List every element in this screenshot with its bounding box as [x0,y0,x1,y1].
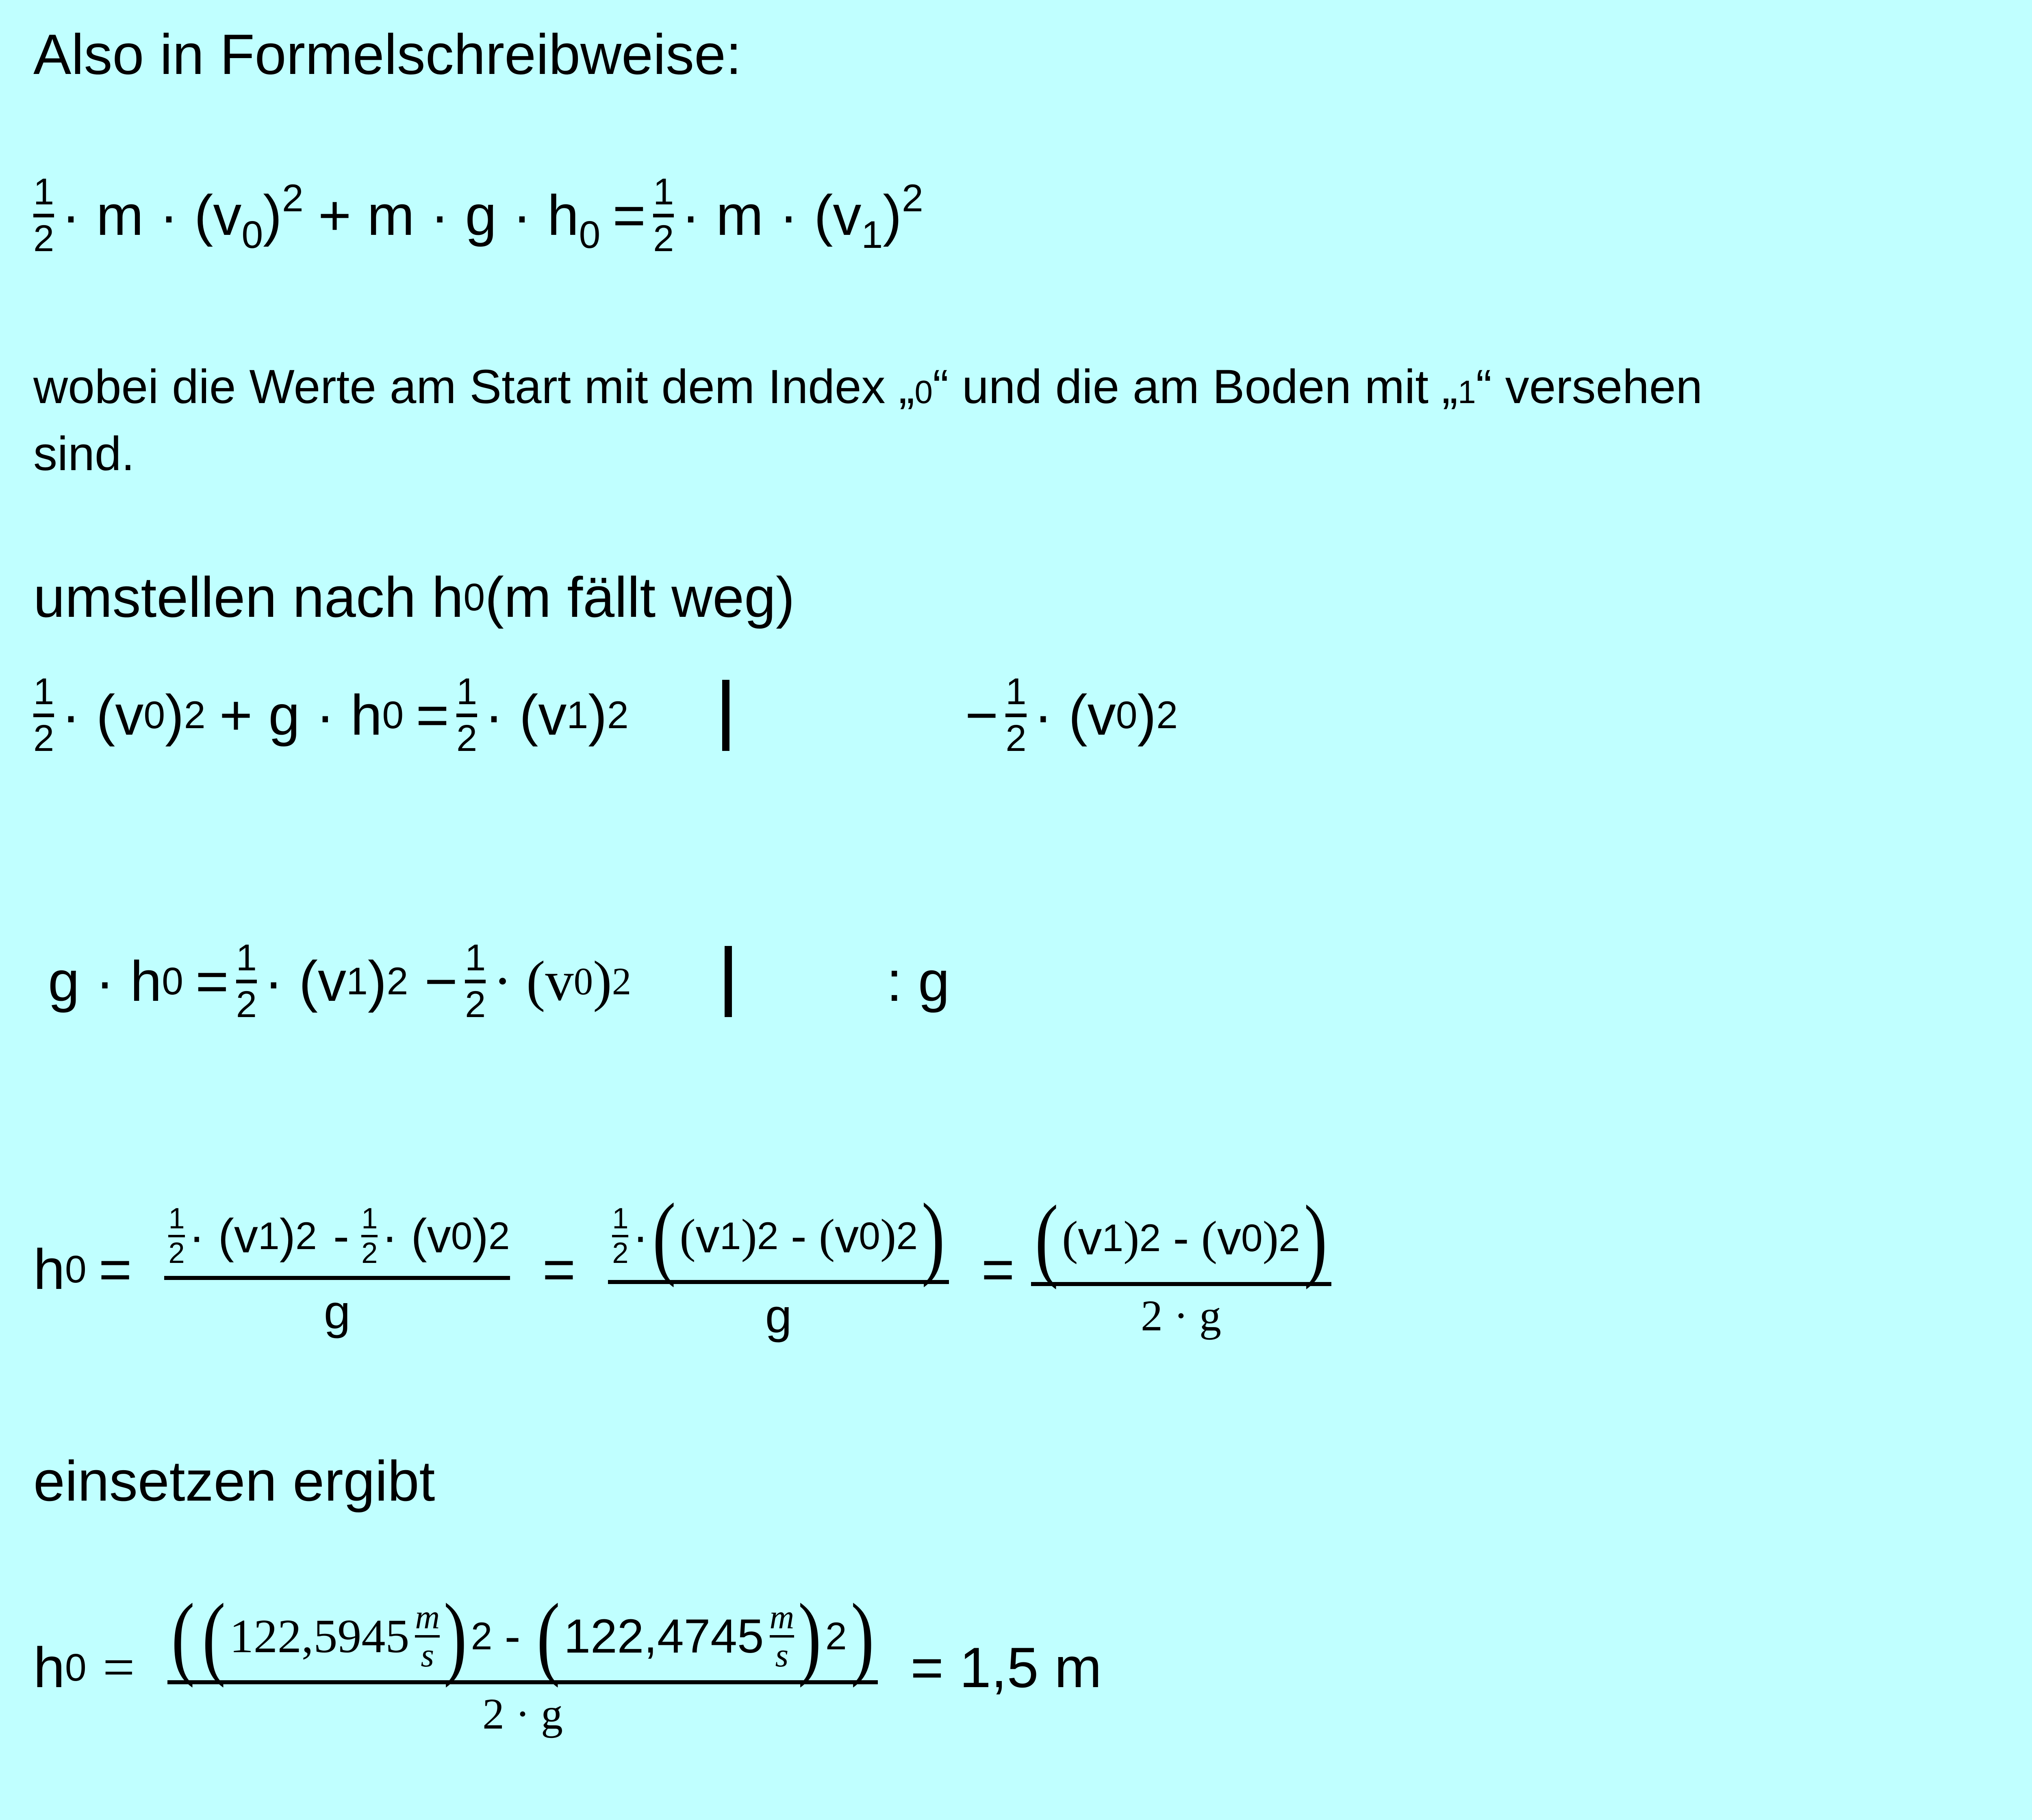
equals-sign: = [612,183,646,247]
rearrange-heading: umstellen nach h 0 (m fällt weg) [33,565,795,629]
fraction-1: 1 2 · (v 1 ) 2 - 1 2 · (v 0 ) 2 g [164,1203,510,1336]
fraction-one-half: 1 2 [236,937,257,1025]
fraction-2: 1 2 · ( ( v 1 ) 2 - ( v 0 ) 2 ) g [608,1199,949,1340]
term-kinetic-ground: · $m \cdot (v_1)^2$ [681,177,923,257]
separator-bar [722,680,729,751]
fraction-one-half: 1 2 [653,171,674,259]
heading: Also in Formelschreibweise: [33,22,742,86]
fraction-one-half: 1 2 [465,937,486,1025]
fraction-one-half: 1 2 [33,671,54,759]
term-potential-start: + $m \cdot g \cdot h_0$ [318,183,601,257]
fraction-3: ( ( v 1 ) 2 - ( v 0 ) 2 ) 2 · g [1031,1201,1331,1338]
equation-result: h 0 = ( ( 122,5945 m s ) 2 - ( 122,4745 m s ) 2 ) 2 · g = 1,5 m [33,1584,1102,1738]
fraction-one-half: 1 2 [456,671,478,759]
term-kinetic-start: · $m \cdot (v_0)^2$ [61,177,304,257]
substitute-heading: einsetzen ergibt [33,1449,435,1513]
equation-step-2: g · h 0 = 1 2 · (v 1 ) 2 − 1 2 · (v 0 ) 2 : g [48,937,950,1026]
equation-energy-conservation [33,171,923,260]
fraction-one-half: 1 2 [33,171,54,259]
fraction-one-half: 1 2 [1005,671,1027,759]
result-value: = 1,5 m [910,1636,1102,1699]
equation-step-3: h 0 = 1 2 · (v 1 ) 2 - 1 2 · (v 0 ) 2 g = 1 2 · ( ( v 1 ) 2 - ( v 0 ) 2 ) g = ( ( v 1 ) 2 - ( v 0 ) 2 ) 2 · g [33,1199,1331,1340]
result-fraction: ( ( 122,5945 m s ) 2 - ( 122,4745 m s ) 2 ) 2 · g [167,1599,878,1736]
index-note: wobei die Werte am Start mit dem Index „0“ und die am Boden mit „1“ versehen sind. [33,360,1703,481]
equation-step-1: 1 2 · (v 0 ) 2 + g · h 0 = 1 2 · (v 1 ) 2 − 1 2 · (v 0 ) 2 [33,670,1178,760]
separator-bar [725,946,732,1017]
